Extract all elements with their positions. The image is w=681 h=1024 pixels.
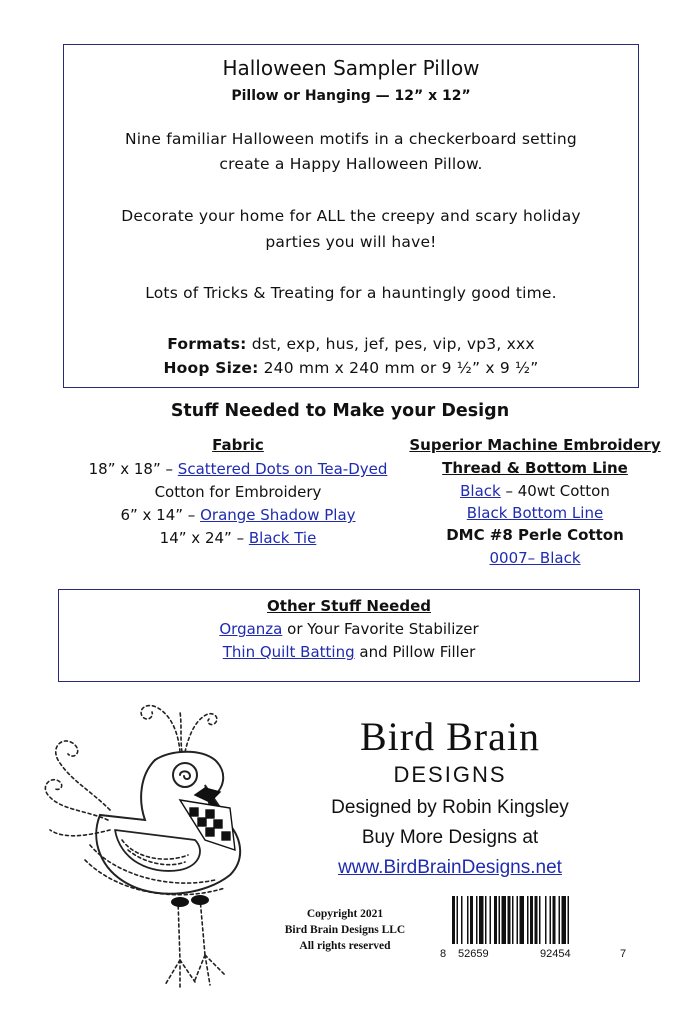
thread-line-1 [395,482,675,500]
other-link-organza[interactable]: Organza [219,620,283,638]
barcode-icon [452,896,632,946]
thread-link-black-bottom-line[interactable]: Black Bottom Line [466,504,604,522]
description-line: Nine familiar Halloween motifs in a checkerboard setting [125,130,577,148]
description-line: parties you will have! [265,233,437,251]
fabric-line-2: Cotton for Embroidery [154,483,322,501]
description-line: Decorate your home for ALL the creepy and scary holiday [121,207,581,225]
other-link-thin-quilt-batting[interactable]: Thin Quilt Batting [222,643,355,661]
fabric-line-4 [28,529,448,547]
description-line: Lots of Tricks & Treating for a hauntingly good time. [145,284,557,302]
other-stuff-heading: Other Stuff Needed [267,597,431,615]
thread-weight: – 40wt Cotton [505,482,610,500]
fabric-size: 6” x 14” – [120,506,196,524]
bird-illustration [30,690,280,1010]
thread-heading: Superior Machine Embroidery [409,436,661,454]
website-url[interactable]: www.BirdBrainDesigns.net [338,857,562,878]
copyright-line: Bird Brain Designs LLC [284,924,406,936]
fabric-line-3 [28,506,448,524]
barcode-digit: 8 [440,948,447,960]
thread-link-black[interactable]: Black [460,482,501,500]
barcode-digit: 92454 [540,948,571,960]
other-stuff-line-2 [58,643,640,661]
buy-more-text: Buy More Designs at [361,827,539,848]
copyright-line: All rights reserved [299,940,391,952]
formats-line [63,335,639,353]
fabric-line-1 [28,460,448,478]
thread-subheading: Thread & Bottom Line [442,459,628,477]
description-line: create a Happy Halloween Pillow. [219,155,483,173]
fabric-link-black-tie[interactable]: Black Tie [248,529,317,547]
formats-label: Formats: [167,335,247,353]
copyright-line: Copyright 2021 [306,908,384,920]
barcode-digits [440,948,640,962]
brand-logo-subtitle: DESIGNS [393,762,507,787]
website-link [270,857,630,879]
fabric-size: 14” x 24” – [159,529,245,547]
fabric-link-scattered-dots[interactable]: Scattered Dots on Tea-Dyed [177,460,388,478]
brand-logo-text: Bird Brain [360,714,540,759]
hoop-size-label: Hoop Size: [163,359,259,377]
pattern-title: Halloween Sampler Pillow [222,56,480,80]
barcode-digit: 52659 [458,948,489,960]
thread-line-2 [395,504,675,522]
pattern-subtitle: Pillow or Hanging — 12” x 12” [231,88,471,104]
dmc-heading: DMC #8 Perle Cotton [446,526,624,544]
thread-line-3 [395,549,675,567]
other-stuff-text: and Pillow Filler [359,643,476,661]
hoop-size-value: 240 mm x 240 mm or 9 ½” x 9 ½” [263,359,539,377]
thread-link-0007-black[interactable]: 0007– Black [489,549,581,567]
fabric-heading: Fabric [212,436,264,454]
formats-value: dst, exp, hus, jef, pes, vip, vp3, xxx [251,335,535,353]
designer-credit: Designed by Robin Kingsley [331,797,569,818]
hoop-size-line [63,359,639,377]
barcode-digit: 7 [620,948,627,960]
other-stuff-text: or Your Favorite Stabilizer [287,620,479,638]
fabric-link-orange-shadow-play[interactable]: Orange Shadow Play [200,506,356,524]
fabric-size: 18” x 18” – [88,460,174,478]
stuff-needed-heading: Stuff Needed to Make your Design [170,401,510,421]
other-stuff-line-1 [58,620,640,638]
